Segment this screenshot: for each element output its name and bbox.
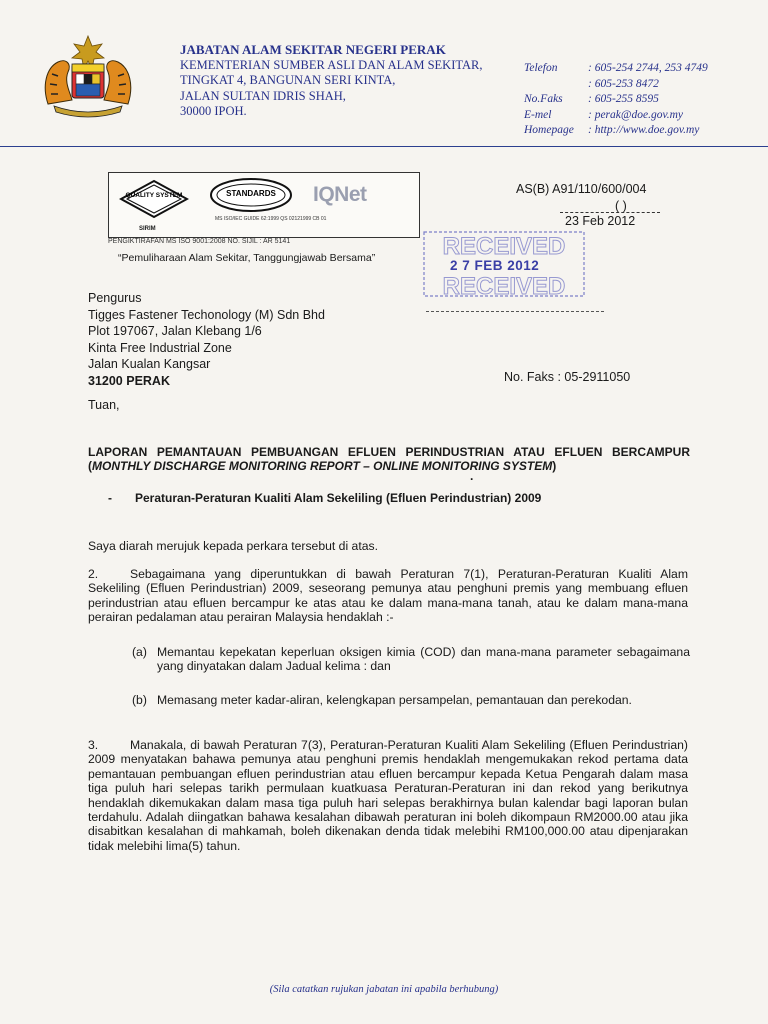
standards-subtext: MS ISO/IEC GUIDE 62:1999 QS 02121999 CB 01 [215,216,327,222]
recipient-line: Kinta Free Industrial Zone [88,340,232,355]
recipient-line: Plot 197067, Jalan Klebang 1/6 [88,324,262,338]
stamp-text-bottom: RECEIVED [442,273,566,300]
subject-title [88,446,690,473]
list-item-a [132,645,690,674]
contact-row-email: E-mel : perak@doe.gov.my [524,108,683,121]
paragraph-1: Saya diarah merujuk kepada perkara tersebut di atas. [88,539,378,553]
stamp-dashed-line [426,311,604,312]
contact-row-telefon: Telefon : 605-254 2744, 253 4749 [524,62,708,74]
footer-note: (Sila catatkan rujukan jabatan ini apabila berhubung) [269,984,499,995]
list-item-text: Memantau kepekatan keperluan oksigen kimia (COD) dan mana-mana parameter sebagaimana yang dinyatakan dalam Jadual kelima : dan [157,645,690,674]
recipient-line: Jalan Kualan Kangsar [88,357,211,371]
paragraph-2-text: Sebagaimana yang diperuntukkan di bawah Peraturan 7(1), Peraturan-Peraturan Kualiti Alam Sekeliling (Efluen Perindustrian) 2009, seseorang pemunya atau penghuni premis yang membuang efluen perindustrian atau efluen bercampur ke atas atau ke dalam mana-mana tanah, atau ke dalam mana-mana perairan pedalaman atau perairan Malaysia hendaklah :- [88,567,688,625]
address-line: TINGKAT 4, BANGUNAN SERI KINTA, [180,73,396,87]
list-item-b [132,693,690,707]
subject-close: ) [552,458,557,473]
reference-number: AS(B) A91/110/600/004 [516,182,647,196]
address-line: KEMENTERIAN SUMBER ASLI DAN ALAM SEKITAR, [180,57,483,72]
coat-of-arms-logo [38,34,138,118]
department-name: JABATAN ALAM SEKITAR NEGERI PERAK [180,42,446,57]
paragraph-3 [88,738,688,853]
regulation-dash: - [108,491,112,505]
recipient-fax: No. Faks : 05-2911050 [504,370,631,384]
standards-logo-text: STANDARDS [226,189,276,198]
reference-paren: ( ) [615,199,627,213]
contact-row-homepage: Homepage : http://www.doe.gov.my [524,124,700,136]
sirim-label: SIRIM [139,226,156,232]
subject-regulation [108,491,541,505]
contact-row-telefon-2: : 605-253 8472 [588,77,659,90]
stamp-date: 2 7 FEB 2012 [450,258,540,273]
certification-box [108,172,420,238]
subject-dot: · [470,472,474,486]
contact-details [524,61,708,139]
address-line: 30000 IPOH. [180,104,247,118]
iqnet-logo: IQNet [313,183,367,206]
reference-divider [560,212,660,213]
paragraph-number: 2. [88,567,99,581]
paragraph-2 [88,567,688,625]
paragraph-3-text: Manakala, di bawah Peraturan 7(3), Peraturan-Peraturan Kualiti Alam Sekeliling (Efluen Perindustrian) 2009 menyatakan bahawa pemunya atau penghuni premis hendaklah mengemukakan rekod pertama data pemantauan pembuangan efluen perindustrian atau efluen bercampur kepada Ketua Pengarah dalam masa tiga puluh hari selepas tarikh permulaan kuatkuasa Peraturan-Peraturan ini dan rekod yang berikutnya hendaklah dikemukakan dalam masa tiga puluh hari selepas berakhirnya bulan kalendar bagi laporan bulan terdahulu. Adalah diingatkan bahawa kesalahan dibawah peraturan ini boleh dikompaun RM2000.00 atau jika disabitkan kesalahan di mahkamah, boleh dikenakan denda tidak melebihi RM100,000.00 atau dipenjarakan tidak melebihi lima(5) tahun. [88,738,688,853]
slogan: “Pemuliharaan Alam Sekitar, Tanggungjawab Bersama” [118,252,376,264]
quality-logo-text: QUALITY SYSTEM [125,192,183,199]
recipient-line: Pengurus [88,291,142,305]
list-item-tag: (a) [132,645,147,659]
stamp-text-top: RECEIVED [442,233,566,260]
subject-main: LAPORAN PEMANTAUAN PEMBUANGAN EFLUEN PERINDUSTRIAN ATAU EFLUEN BERCAMPUR ( [88,445,690,473]
accreditation-text: PENGIKTIRAFAN MS ISO 9001:2008 NO. SIJIL : AR 5141 [108,238,291,245]
recipient-line: Tigges Fastener Techonology (M) Sdn Bhd [88,307,325,322]
paragraph-number: 3. [88,738,99,752]
subject-english: MONTHLY DISCHARGE MONITORING REPORT – ONLINE MONITORING SYSTEM [92,458,553,473]
department-address [180,42,482,120]
salutation: Tuan, [88,398,120,412]
letter-date: 23 Feb 2012 [565,214,636,228]
recipient-address [88,290,325,389]
recipient-postcode: 31200 PERAK [88,373,170,388]
header-divider [0,146,768,147]
standards-logo [209,177,293,213]
list-item-tag: (b) [132,693,147,707]
regulation-text: Peraturan-Peraturan Kualiti Alam Sekeliling (Efluen Perindustrian) 2009 [135,491,542,505]
list-item-text: Memasang meter kadar-aliran, kelengkapan persampelan, pemantauan dan perekodan. [157,693,632,707]
address-line: JALAN SULTAN IDRIS SHAH, [180,88,346,103]
contact-row-fax: No.Faks : 605-255 8595 [524,93,659,105]
quality-system-logo [119,179,189,219]
